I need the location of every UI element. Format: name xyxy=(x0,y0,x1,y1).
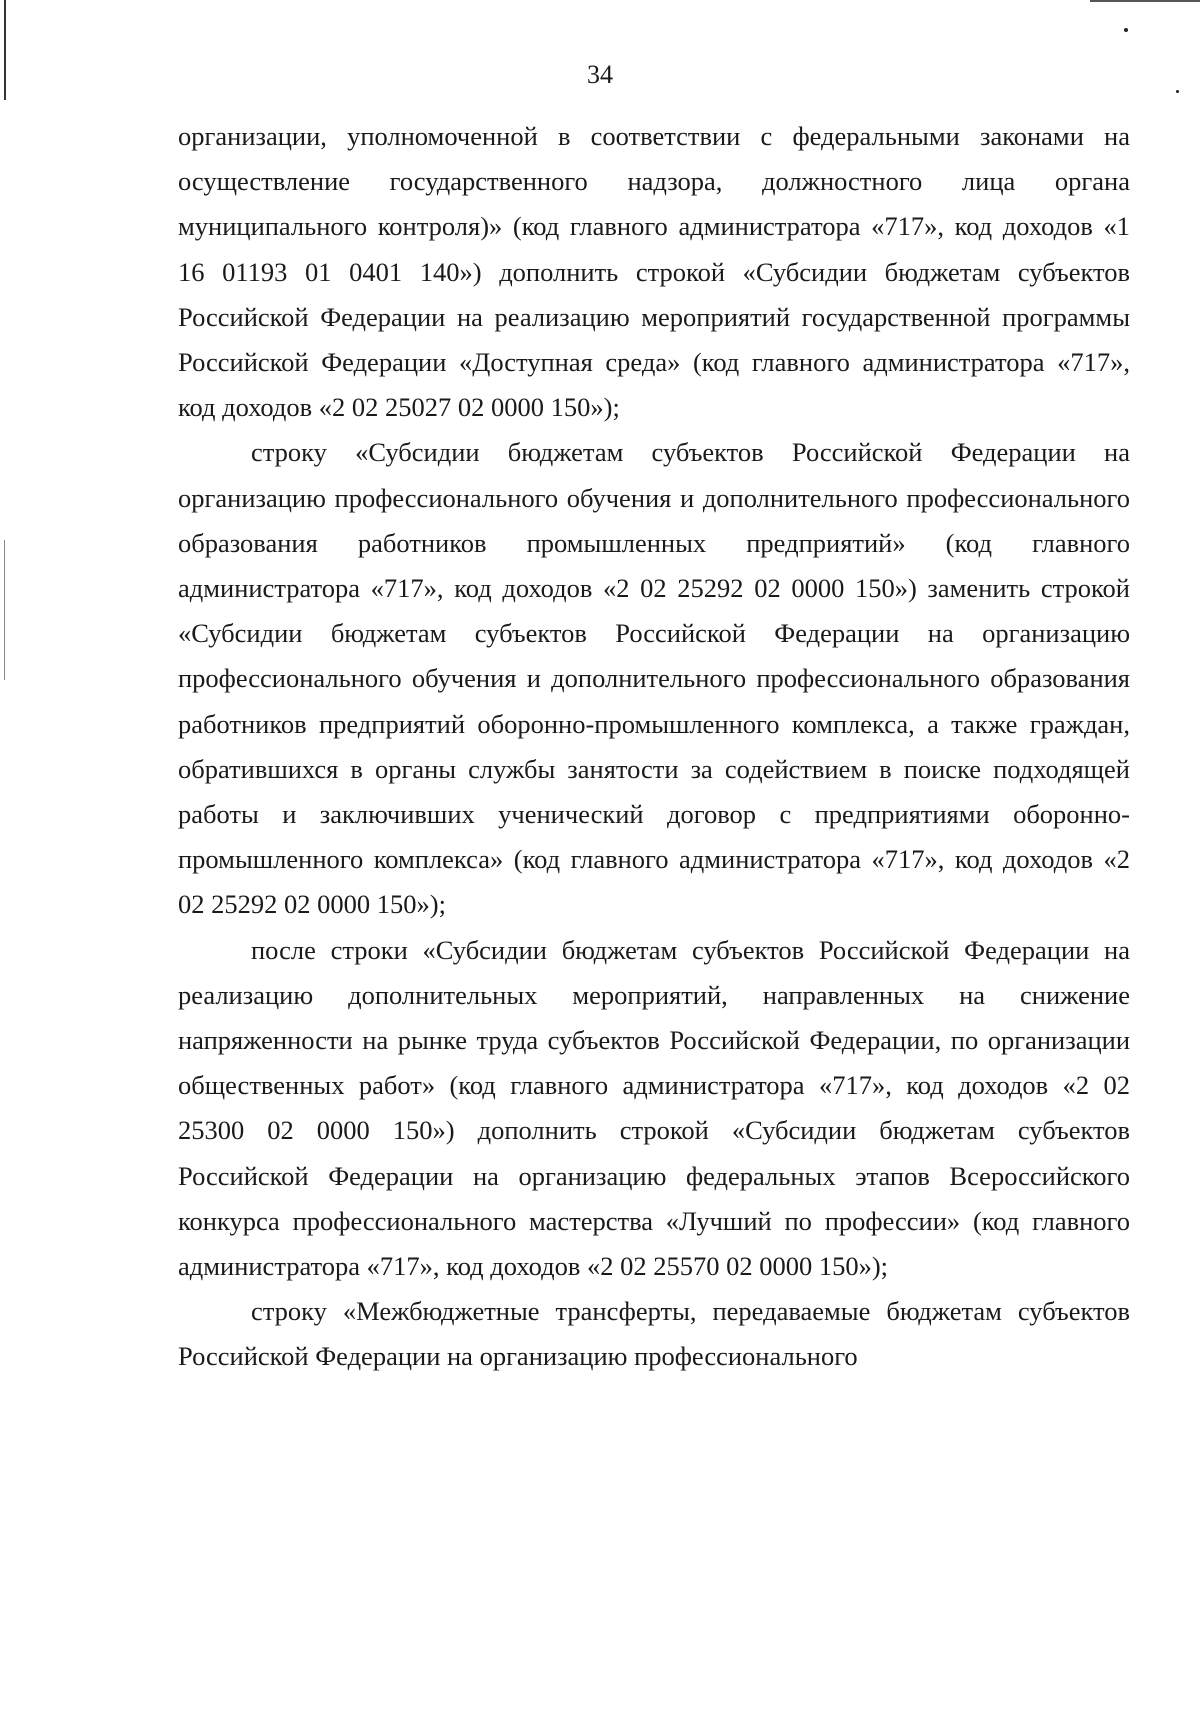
paragraph: строку «Субсидии бюджетам субъектов Российской Федерации на организацию профессионального обучения и дополнительного профессионального образования работников промышленных предприятий» (код главного администратора «717», код доходов «2 02 25292 02 0000 150») заменить строкой «Субсидии бюджетам субъектов Российской Федерации на организацию профессионального обучения и дополнительного профессионального образования работников предприятий оборонно-промышленного комплекса, а также граждан, обратившихся в органы службы занятости за содействием в поиске подходящей работы и заключивших ученический договор с предприятиями оборонно-промышленного комплекса» (код главного администратора «717», код доходов «2 02 25292 02 0000 150»); xyxy=(178,437,1130,920)
document-body xyxy=(178,114,1130,1380)
scan-dot xyxy=(1124,28,1128,32)
paragraph: после строки «Субсидии бюджетам субъектов Российской Федерации на реализацию дополнительных мероприятий, направленных на снижение напряженности на рынке труда субъектов Российской Федерации, по организации общественных работ» (код главного администратора «717», код доходов «2 02 25300 02 0000 150») дополнить строкой «Субсидии бюджетам субъектов Российской Федерации на организацию федеральных этапов Всероссийского конкурса профессионального мастерства «Лучший по профессии» (код главного администратора «717», код доходов «2 02 25570 02 0000 150»); xyxy=(178,934,1130,1282)
paragraph: строку «Межбюджетные трансферты, передаваемые бюджетам субъектов Российской Федерации на организацию профессионального xyxy=(178,1296,1130,1372)
page-number: 34 xyxy=(587,60,613,89)
scan-edge-mark xyxy=(1090,0,1200,2)
scan-dot xyxy=(1176,90,1179,93)
paragraph: организации, уполномоченной в соответствии с федеральными законами на осуществление государственного надзора, должностного лица органа муниципального контроля)» (код главного администратора «717», код доходов «1 16 01193 01 0401 140») дополнить строкой «Субсидии бюджетам субъектов Российской Федерации на реализацию мероприятий государственной программы Российской Федерации «Доступная среда» (код главного администратора «717», код доходов «2 02 25027 02 0000 150»); xyxy=(178,121,1130,423)
scan-edge-mark xyxy=(4,540,5,680)
